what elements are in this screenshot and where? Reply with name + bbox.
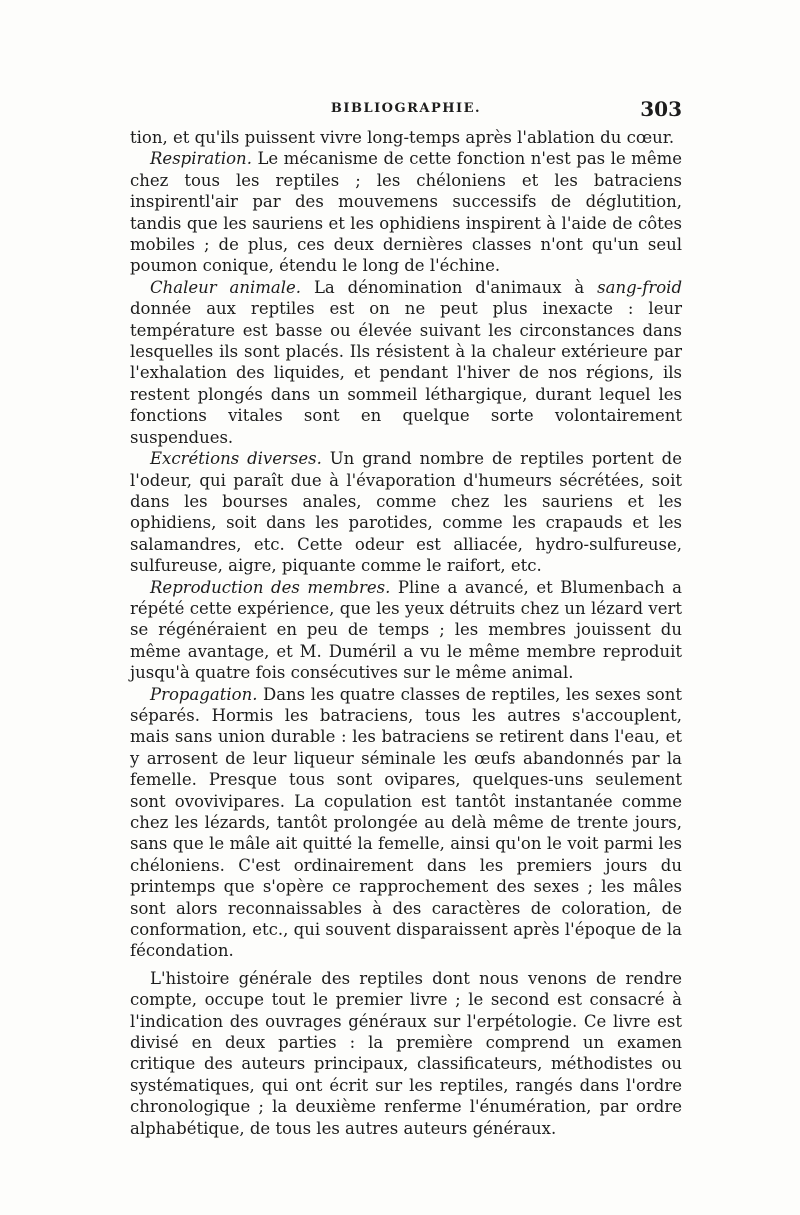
page-number: 303: [640, 97, 682, 121]
paragraph-reproduction-membres: [130, 577, 682, 684]
paragraph-continuation: [130, 127, 682, 148]
body-text: [130, 127, 682, 1139]
paragraph-text: La dénomination d'animaux à: [301, 277, 598, 297]
paragraph-chaleur-animale: [130, 277, 682, 448]
paragraph-text: donnée aux reptiles est on ne peut plus inexacte : leur température est basse ou élevée suivant les circonstances dans lesquelles ils sont placés. Ils résistent à la chaleur extérieure par l'exhalation des liquides, et pendant l'hiver de nos régions, ils restent plongés dans un sommeil léthargique, durant lequel les fonctions vitales sont en quelque sorte volontairement suspendues.: [130, 299, 682, 447]
paragraph-respiration: [130, 148, 682, 276]
emphasized-term: sang-froid: [597, 277, 683, 297]
paragraph-heading: Propagation.: [150, 684, 258, 704]
paragraph-text: tion, et qu'ils puissent vivre long-temps après l'ablation du cœur.: [130, 128, 675, 147]
paragraph-text: Dans les quatre classes de reptiles, les sexes sont séparés. Hormis les batraciens, tous les autres s'accouplent, mais sans union durable : les batraciens se retirent dans l'eau, et y arrosent de leur liqueur séminale les œufs abandonnés par la femelle. Presque tous sont ovipares, quelques-uns seulement sont ovovivipares. La copulation est tantôt instantanée comme chez les lézards, tantôt prolongée au delà même de trente jours, sans que le mâle ait quitté la femelle, ainsi qu'on le voit parmi les chéloniens. C'est ordinairement dans les premiers jours du printemps que s'opère ce rapprochement des sexes ; les mâles sont alors reconnaissables à des caractères de coloration, de conformation, etc., qui souvent disparaissent après l'époque de la fécondation.: [130, 684, 682, 961]
paragraph-heading: Excrétions diverses.: [150, 449, 322, 469]
paragraph-heading: Chaleur animale.: [150, 277, 302, 297]
paragraph-heading: Reproduction des membres.: [150, 577, 391, 597]
paragraph-excretions: [130, 448, 682, 576]
paragraph-heading: Respiration.: [150, 149, 252, 169]
running-title: BIBLIOGRAPHIE.: [330, 101, 482, 116]
paragraph-text: Un grand nombre de reptiles portent de l'odeur, qui paraît due à l'évaporation d'humeurs sécrétées, soit dans les bourses anales, comme chez les sauriens et les ophidiens, soit dans les parotides, comme les crapauds et les salamandres, etc. Cette odeur est alliacée, hydro-sulfureuse, sulfureuse, aigre, piquante comme le raifort, etc.: [130, 449, 682, 576]
paragraph-text: Pline a avancé, et Blumenbach a répété cette expérience, que les yeux détruits chez un lézard vert se régénéraient en peu de temps ; les membres jouissent du même avantage, et M. Duméril a vu le même membre reproduit jusqu'à quatre fois consécutives sur le même animal.: [130, 577, 682, 683]
page-header: [130, 97, 682, 127]
paragraph-text: L'histoire générale des reptiles dont nous venons de rendre compte, occupe tout le premier livre ; le second est consacré à l'indication des ouvrages généraux sur l'erpétologie. Ce livre est divisé en deux parties : la première comprend un examen critique des auteurs principaux, classificateurs, méthodistes ou systématiques, qui ont écrit sur les reptiles, rangés dans l'ordre chronologique ; la deuxième renferme l'énumération, par ordre alphabétique, de tous les autres auteurs généraux.: [130, 968, 682, 1138]
paragraph-histoire-generale: [130, 968, 682, 1139]
paragraph-text: Le mécanisme de cette fonction n'est pas le même chez tous les reptiles ; les chéloniens et les batraciens inspirentl'air par des mouvemens successifs de déglutition, tandis que les sauriens et les ophidiens inspirent à l'aide de côtes mobiles ; de plus, ces deux dernières classes n'ont qu'un seul poumon conique, étendu le long de l'échine.: [130, 149, 682, 276]
paragraph-propagation: [130, 684, 682, 962]
